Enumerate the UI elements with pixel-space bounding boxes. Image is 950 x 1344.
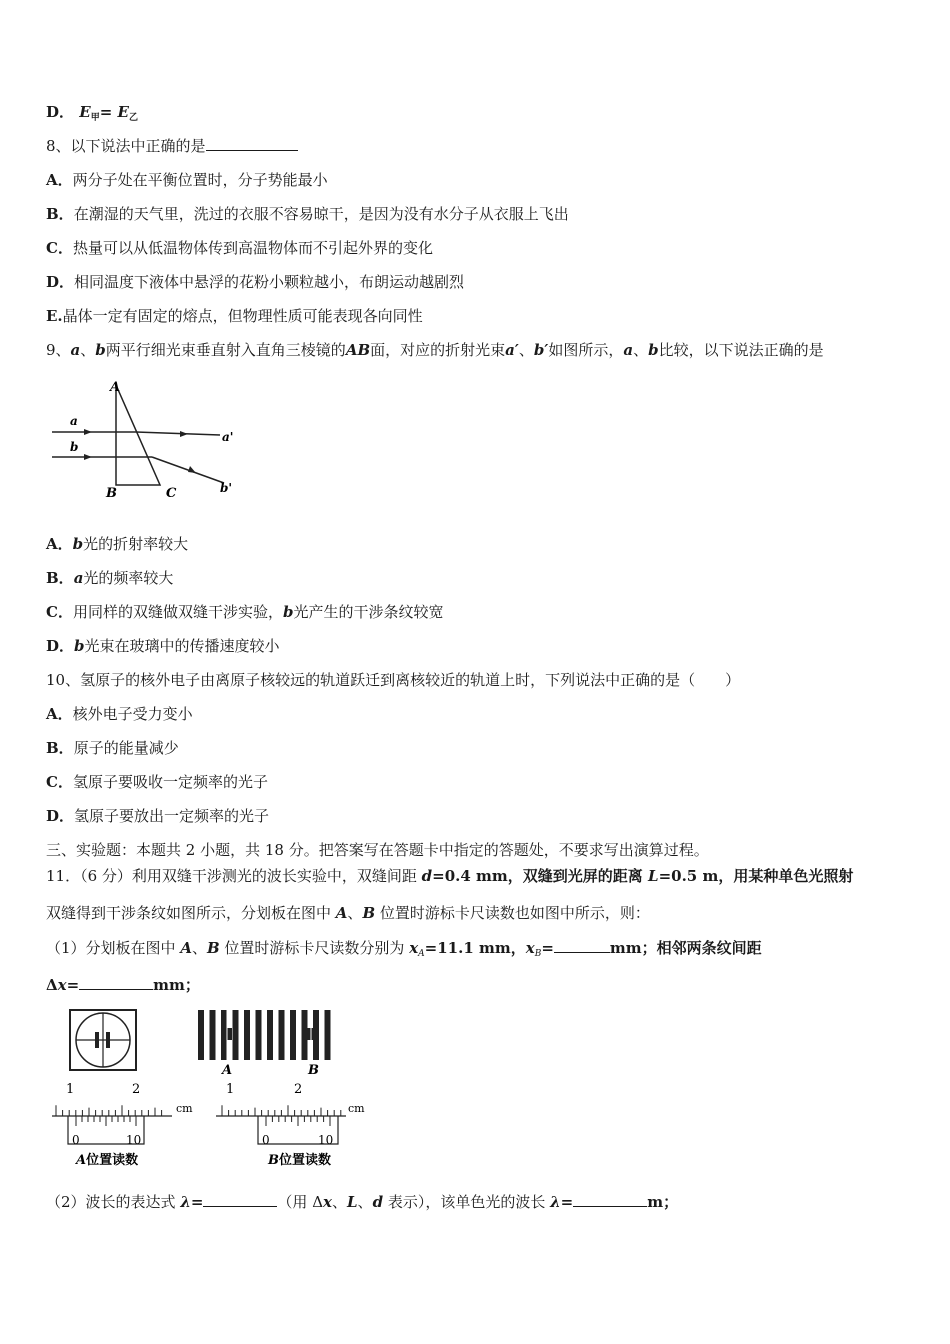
scale-unit: cm: [176, 1102, 193, 1115]
fringe-band: [198, 1010, 204, 1060]
q8-option-c: [46, 238, 433, 258]
vernier-label: 10: [318, 1133, 334, 1147]
q11-part1b: Δx= mm；: [46, 976, 200, 994]
option-text: 在潮湿的天气里，洗过的衣服不容易晾干，是因为没有水分子从衣服上飞出: [73, 205, 569, 223]
label-a-prime: a': [222, 430, 234, 444]
answer-blank-dx[interactable]: [79, 975, 153, 990]
vernier-b: [216, 1082, 365, 1168]
arrow-head: [188, 466, 196, 473]
q8-stem: [46, 136, 298, 156]
option-letter: A．: [46, 171, 73, 189]
label-a: a: [70, 414, 78, 428]
option-letter: E.: [46, 307, 63, 325]
fringe-band: [279, 1010, 285, 1060]
q11-stem-line2: 双缝得到干涉条纹如图所示，分划板在图中 A、B 位置时游标卡尺读数也如图中所示，则：: [46, 904, 650, 922]
option-letter: D．: [46, 103, 75, 121]
fringe-band: [210, 1010, 216, 1060]
fringe-band: [325, 1010, 331, 1060]
vernier-label: 0: [72, 1133, 80, 1147]
subscript: 乙: [128, 113, 138, 123]
question-text: 8、以下说法中正确的是: [46, 137, 206, 155]
label-A: A: [110, 380, 121, 395]
ray-a-out: [136, 432, 220, 435]
option-letter: D．: [46, 273, 75, 291]
answer-blank-formula[interactable]: [203, 1192, 277, 1207]
fringe-band: [267, 1010, 273, 1060]
vernier-label: 0: [262, 1133, 270, 1147]
vernier-a: [52, 1082, 193, 1168]
option-letter: C．: [46, 239, 73, 257]
q9-option-b: B．a光的频率较大: [46, 569, 174, 587]
option-letter: B．: [46, 205, 74, 223]
fringe-band: [290, 1010, 296, 1060]
prism-figure: [48, 375, 248, 500]
label-B: B: [106, 486, 117, 500]
q10-option-b: B．原子的能量减少: [46, 739, 179, 757]
fringe-band: [244, 1010, 250, 1060]
arrow-head: [84, 429, 92, 435]
scale-unit: cm: [348, 1102, 365, 1115]
option-text: 相同温度下液体中悬浮的花粉小颗粒越小，布朗运动越剧烈: [74, 273, 465, 291]
q8-option-e: [46, 306, 423, 326]
q7-option-d: [46, 102, 138, 128]
q11-stem-line1: 11．（6 分）利用双缝干涉测光的波长实验中，双缝间距 d=0.4 mm，双缝到光屏的距离 L=0.5 m，用某种单色光照射: [46, 867, 854, 885]
option-text: 晶体一定有固定的熔点，但物理性质可能表现各向同性: [62, 307, 423, 325]
q9-stem: 9、a、b两平行细光束垂直射入直角三棱镜的AB面，对应的折射光束a′、b′如图所示，a、b比较，以下说法正确的是: [46, 341, 824, 359]
scale-label: 1: [66, 1082, 75, 1097]
q10-option-d: D．氢原子要放出一定频率的光子: [46, 807, 270, 825]
scale-label: 2: [294, 1082, 303, 1097]
q10-stem: 10、氢原子的核外电子由离原子核较远的轨道跃迁到离核较近的轨道上时，下列说法中正确的是（ ）: [46, 671, 741, 689]
option-text: 热量可以从低温物体传到高温物体而不引起外界的变化: [72, 239, 433, 257]
prism-triangle: [116, 385, 160, 485]
answer-blank-xb[interactable]: [554, 938, 610, 953]
section-heading: 三、实验题：本题共 2 小题，共 18 分。把答案写在答题卡中指定的答题处，不要求写出演算过程。: [46, 841, 709, 859]
q11-part2: （2）波长的表达式 λ= （用 Δx、L、d 表示），该单色光的波长 λ= m；: [46, 1193, 679, 1211]
q11-part1: （1）分划板在图中 A、B 位置时游标卡尺读数分别为 $x_A=11.1$ mm，$x_B=$ mm；相邻两条纹间距: [46, 939, 762, 959]
svg-text:B位置读数: B位置读数: [268, 1153, 332, 1168]
answer-blank[interactable]: [206, 136, 298, 151]
label-C: C: [166, 486, 177, 500]
option-text: 两分子处在平衡位置时，分子势能最小: [72, 171, 328, 189]
fringe-band: [233, 1010, 239, 1060]
equals: =: [99, 103, 118, 121]
interference-figure: [46, 1004, 376, 1174]
answer-blank-wavelength[interactable]: [573, 1192, 647, 1207]
eyepiece-view: [70, 1010, 136, 1070]
vernier-label: 10: [126, 1133, 142, 1147]
arrow-head: [180, 431, 188, 437]
q9-option-d: D．b光束在玻璃中的传播速度较小: [46, 637, 280, 655]
fringe-label-B: B: [308, 1063, 319, 1078]
q10-option-a: A．核外电子受力变小: [46, 705, 193, 723]
label-b-prime: b': [220, 481, 233, 495]
var-e: E: [117, 103, 129, 121]
label-b: b: [70, 440, 79, 454]
var-e: E: [79, 103, 91, 121]
q10-option-c: C．氢原子要吸收一定频率的光子: [46, 773, 268, 791]
scale-label: 2: [132, 1082, 141, 1097]
scale-label: 1: [226, 1082, 235, 1097]
fringe-label-A: A: [222, 1063, 233, 1078]
q9-option-a: A．b光的折射率较大: [46, 535, 189, 553]
ray-b-out: [152, 457, 224, 483]
fringe-pattern: [198, 1010, 334, 1060]
arrow-head: [84, 454, 92, 460]
q8-option-a: [46, 170, 328, 190]
q9-option-c: C．用同样的双缝做双缝干涉实验，b光产生的干涉条纹较宽: [46, 603, 444, 621]
q8-option-b: [46, 204, 569, 224]
fringe-band: [256, 1010, 262, 1060]
q8-option-d: [46, 272, 464, 292]
subscript: 甲: [90, 113, 100, 123]
svg-text:A位置读数: A位置读数: [76, 1153, 139, 1168]
